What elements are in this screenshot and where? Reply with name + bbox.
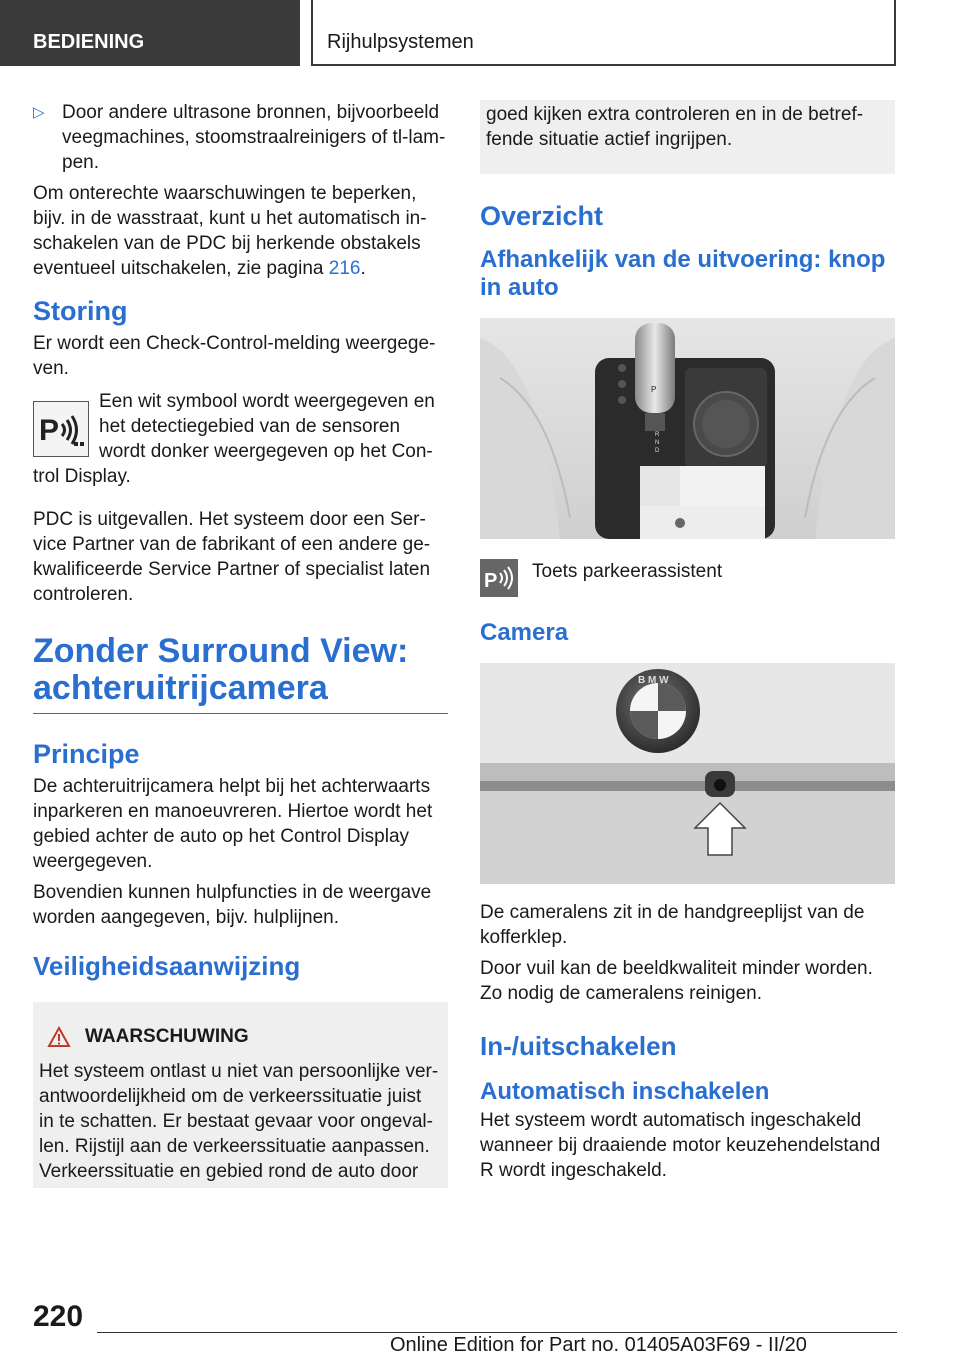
main-heading-line-1: Zonder Surround View: <box>33 632 409 670</box>
section-title: BEDIENING <box>0 0 300 66</box>
parking-assistant-icon <box>480 559 518 597</box>
storing-text: Er wordt een Check-Control-melding weergege-ven. <box>33 333 436 379</box>
footer-divider <box>97 1332 897 1333</box>
main-heading-line-2: achteruitrijcamera <box>33 669 328 707</box>
bullet-triangle-icon: ▷ <box>33 104 45 121</box>
symbol-block <box>33 389 448 495</box>
paragraph-text: Om onterechte waarschuwingen te beperken, bijv. in de wasstraat, kunt u het automatisch in-schakelen van de PDC bij herkende obstakels eventueel uitschakelen, zie pagina <box>33 183 427 279</box>
paragraph-end: . <box>360 258 366 279</box>
gear-d-label: D <box>655 448 660 454</box>
camera-heading: Camera <box>480 619 569 646</box>
principe-heading: Principe <box>33 739 140 769</box>
edition-text: Online Edition for Part no. 01405A03F69 - II/20 <box>390 1334 807 1356</box>
right-column <box>480 100 895 1189</box>
gear-r-label: R <box>655 432 660 438</box>
parking-assistant-key <box>480 555 895 597</box>
principe-text-1: De achteruitrijcamera helpt bij het achterwaarts inparkeren en manoeuvreren. Hiertoe wordt het gebied achter de auto op het Control Display weergegeven. <box>33 776 433 872</box>
key-caption: Toets parkeerassistent <box>532 561 723 582</box>
bullet-text: Door andere ultrasone bronnen, bijvoorbeeld veegmachines, stoomstraalreinigers of tl-lam-pen. <box>62 102 446 173</box>
paragraph <box>33 181 448 281</box>
warning-box-continued <box>480 100 895 174</box>
svg-text:P: P <box>484 570 498 592</box>
failure-text: PDC is uitgevallen. Het systeem door een Ser-vice Partner van de fabrikant of een andere ge-kwalificeerde Service Partner of specialist laten controleren. <box>33 509 431 605</box>
warning-title-text: WAARSCHUWING <box>85 1026 249 1047</box>
principe-text-2: Bovendien kunnen hulpfuncties in de weergave worden aangegeven, bijv. hulplijnen. <box>33 882 432 928</box>
schakel-heading: In-/uitschakelen <box>480 1031 677 1061</box>
gear-n-label: N <box>655 440 660 446</box>
warning-cont-text: goed kijken extra controleren en in de betref-fende situatie actief ingrijpen. <box>486 104 864 150</box>
page-header <box>0 0 960 66</box>
page-link[interactable]: 216 <box>328 258 361 279</box>
camera-text-1: De cameralens zit in de handgreeplijst van de kofferklep. <box>480 902 865 948</box>
svg-text:B M W: B M W <box>638 675 669 686</box>
auto-heading: Automatisch inschakelen <box>480 1078 770 1105</box>
safety-heading: Veiligheidsaanwijzing <box>33 951 301 981</box>
park-label: P <box>651 385 657 394</box>
camera-text-2: Door vuil kan de beeldkwaliteit minder worden. Zo nodig de cameralens reinigen. <box>480 958 873 1004</box>
overzicht-heading: Overzicht <box>480 201 604 231</box>
left-column <box>33 100 448 1188</box>
center-console-photo <box>480 318 895 539</box>
list-item <box>33 100 448 181</box>
main-heading <box>33 633 448 714</box>
page-number: 220 <box>33 1300 84 1333</box>
auto-text: Het systeem wordt automatisch ingeschakeld wanneer bij draaiende motor keuzehendelstand R wordt ingeschakeld. <box>480 1110 881 1181</box>
pdc-warning-symbol-icon <box>33 401 89 457</box>
knop-heading: Afhankelijk van de uitvoering: knop in auto <box>480 246 886 301</box>
warning-triangle-icon <box>47 1026 71 1048</box>
rear-camera-photo <box>480 663 895 884</box>
symbol-text: Een wit symbool wordt weergegeven en het detectiegebied van de sensoren wordt donker weergegeven op het Con-trol Display. <box>33 391 435 487</box>
chapter-title: Rijhulpsystemen <box>311 0 896 66</box>
storing-heading: Storing <box>33 296 128 326</box>
warning-text: Het systeem ontlast u niet van persoonlijke ver-antwoordelijkheid om de verkeerssituatie juist in te schatten. Er bestaat gevaar voor ongeval-len. Rijstijl aan de verkeerssituatie aanpassen. Verkeerssituatie en gebied rond de auto door <box>39 1061 439 1182</box>
warning-title <box>39 1024 440 1049</box>
svg-text:P: P <box>39 414 60 447</box>
warning-box <box>33 1002 448 1188</box>
